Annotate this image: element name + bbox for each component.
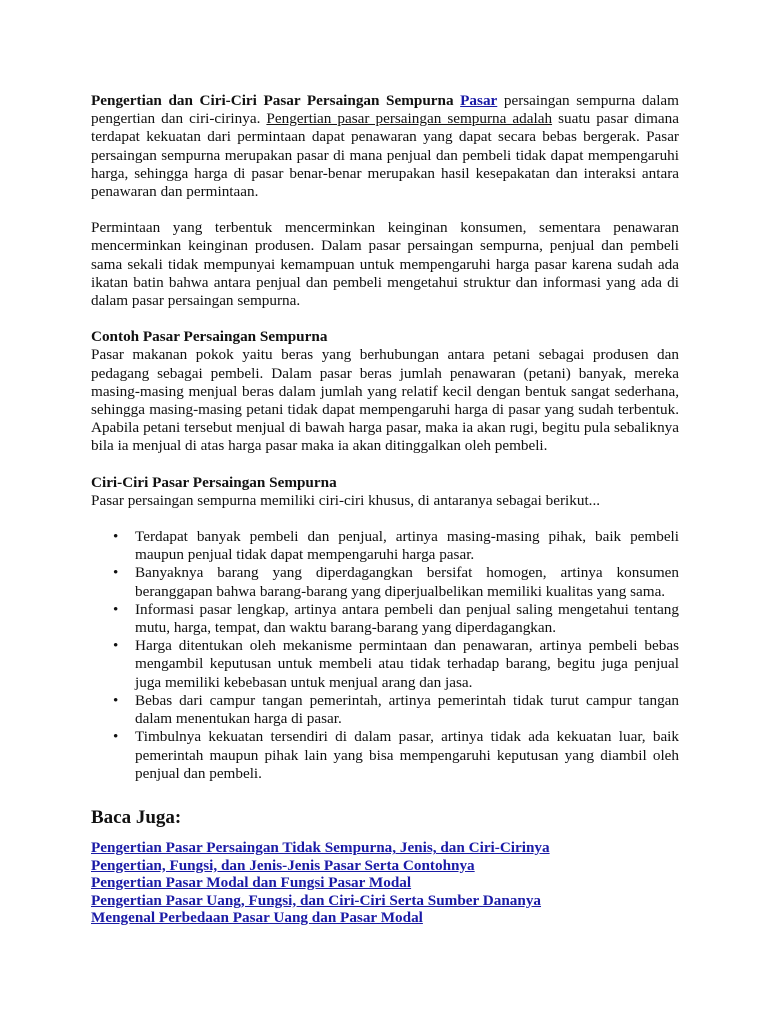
intro-paragraph	[91, 92, 679, 201]
list-item-text: Bebas dari campur tangan pemerintah, artinya pemerintah tidak turut campur tangan dalam menentukan harga di pasar.	[135, 691, 679, 728]
contoh-heading: Contoh Pasar Persaingan Sempurna	[91, 328, 328, 346]
bullet-icon: •	[113, 691, 119, 709]
list-item	[91, 564, 679, 600]
list-item-text: Terdapat banyak pembeli dan penjual, artinya masing-masing pihak, baik pembeli maupun penjual tidak dapat mempengaruhi harga pasar.	[135, 528, 679, 564]
list-item-text: Banyaknya barang yang diperdagangkan bersifat homogen, artinya konsumen beranggapan bahwa barang-barang yang diperjualbelikan memiliki kualitas yang sama.	[135, 564, 679, 600]
list-item-text: Harga ditentukan oleh mekanisme permintaan dan penawaran, artinya pembeli bebas mengambil keputusan untuk membeli atau tidak terhadap barang, begitu juga penjual juga memiliki kebebasan untuk menjual arang dan jasa.	[135, 637, 679, 691]
list-item	[91, 728, 679, 783]
contoh-paragraph: Pasar makanan pokok yaitu beras yang berhubungan antara petani sebagai produsen dan pedagang sebagai pembeli. Dalam pasar beras jumlah penawaran (petani) banyak, mereka masing-masing menjual beras dalam jumlah yang relatif kecil dengan bentuk sangat sederhana, sehingga masing-masing petani tidak dapat mempengaruhi harga di pasar yang sudah terbentuk. Apabila petani tersebut menjual di bawah harga pasar, maka ia akan rugi, begitu pula sebaliknya bila ia menjual di atas harga pasar maka ia akan ditinggalkan oleh pembeli.	[91, 346, 679, 455]
related-link-perbedaan-pasar[interactable]: Mengenal Perbedaan Pasar Uang dan Pasar Modal	[91, 909, 423, 927]
demand-supply-paragraph: Permintaan yang terbentuk mencerminkan keinginan konsumen, sementara penawaran mencerminkan keinginan produsen. Dalam pasar persaingan sempurna, penjual dan pembeli sama sekali tidak mempunyai kemampuan untuk mempengaruhi harga pasar karena sudah ada ikatan batin bahwa antara penjual dan pembeli mengetahui struktur dan informasi yang ada di dalam pasar persaingan sempurna.	[91, 219, 679, 310]
list-item	[91, 637, 679, 692]
bullet-icon: •	[113, 637, 119, 655]
related-links	[91, 839, 679, 927]
related-link-pasar-modal[interactable]: Pengertian Pasar Modal dan Fungsi Pasar Modal	[91, 874, 412, 892]
intro-text-after-link: persaingan sempurna dalam pengertian dan ciri-cirinya.	[91, 92, 679, 128]
ciri-intro: Pasar persaingan sempurna memiliki ciri-ciri khusus, di antaranya sebagai berikut...	[91, 491, 601, 509]
intro-text-rest: suatu pasar dimana terdapat kekuatan dari permintaan dapat penawaran yang dapat secara bebas bergerak. Pasar persaingan sempurna merupakan pasar di mana penjual dan pembeli tidak dapat mempengaruhi harga, sehingga harga di pasar benar-benar merupakan hasil kesepakatan dan interaksi antara penawaran dan permintaan.	[91, 110, 680, 201]
pasar-link[interactable]: Pasar	[460, 92, 498, 109]
document-page	[91, 92, 679, 927]
baca-juga-heading: Baca Juga:	[91, 806, 182, 828]
list-item	[91, 692, 679, 728]
related-link-jenis-pasar[interactable]: Pengertian, Fungsi, dan Jenis-Jenis Pasar Serta Contohnya	[91, 856, 475, 874]
intro-title: Pengertian dan Ciri-Ciri Pasar Persaingan Sempurna	[91, 92, 454, 109]
bullet-icon: •	[113, 528, 119, 546]
bullet-icon: •	[113, 564, 119, 582]
list-item	[91, 601, 679, 637]
ciri-heading: Ciri-Ciri Pasar Persaingan Sempurna	[91, 473, 337, 491]
ciri-list	[91, 528, 679, 783]
list-item-text: Timbulnya kekuatan tersendiri di dalam pasar, artinya tidak ada kekuatan luar, baik pemerintah maupun pihak lain yang bisa mempengaruhi keputusan yang diambil oleh penjual dan pembeli.	[135, 728, 679, 782]
related-link-pasar-uang[interactable]: Pengertian Pasar Uang, Fungsi, dan Ciri-Ciri Serta Sumber Dananya	[91, 891, 542, 909]
bullet-icon: •	[113, 600, 119, 618]
bullet-icon: •	[113, 728, 119, 746]
list-item-text: Informasi pasar lengkap, artinya antara pembeli dan penjual saling mengetahui tentang mutu, harga, tempat, dan waktu barang-barang yang diperdagangkan.	[135, 600, 679, 637]
related-link-pasar-tidak-sempurna[interactable]: Pengertian Pasar Persaingan Tidak Sempurna, Jenis, dan Ciri-Cirinya	[91, 839, 550, 857]
list-item	[91, 528, 679, 564]
intro-underlined-definition: Pengertian pasar persaingan sempurna adalah	[266, 110, 553, 128]
